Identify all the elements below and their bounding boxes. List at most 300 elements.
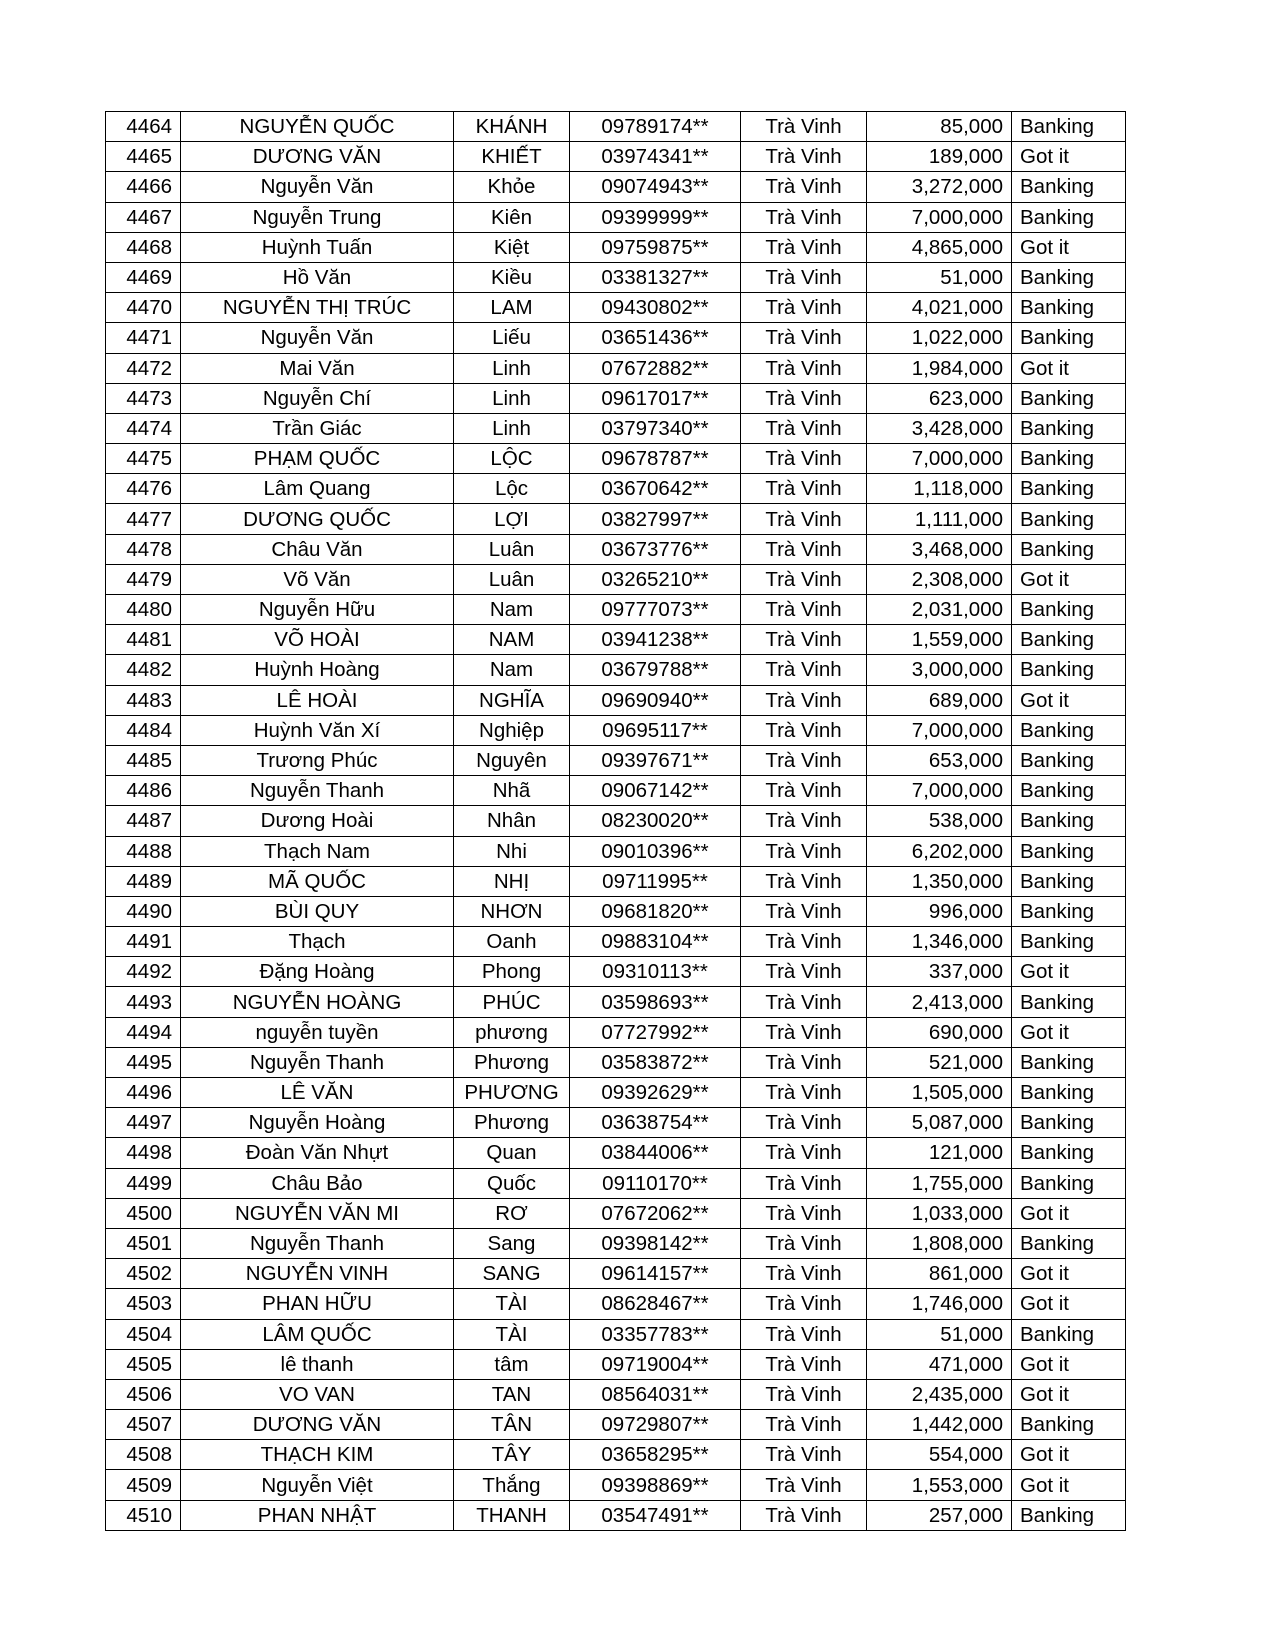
surname-cell: LÂM QUỐC: [181, 1319, 454, 1349]
surname-cell: LÊ HOÀI: [181, 685, 454, 715]
payment-method-cell: Banking: [1012, 413, 1126, 443]
table-row: [106, 353, 1126, 383]
given-name-cell: Luân: [454, 564, 570, 594]
amount-cell: 1,118,000: [867, 474, 1012, 504]
province-cell: Trà Vinh: [741, 715, 867, 745]
province-cell: Trà Vinh: [741, 836, 867, 866]
surname-cell: Huỳnh Hoàng: [181, 655, 454, 685]
amount-cell: 690,000: [867, 1017, 1012, 1047]
payment-method-cell: Got it: [1012, 1289, 1126, 1319]
amount-cell: 1,505,000: [867, 1078, 1012, 1108]
amount-cell: 5,087,000: [867, 1108, 1012, 1138]
province-cell: Trà Vinh: [741, 202, 867, 232]
province-cell: Trà Vinh: [741, 504, 867, 534]
province-cell: Trà Vinh: [741, 293, 867, 323]
phone-cell: 09690940**: [570, 685, 741, 715]
given-name-cell: SANG: [454, 1259, 570, 1289]
surname-cell: Nguyễn Thanh: [181, 1228, 454, 1258]
province-cell: Trà Vinh: [741, 172, 867, 202]
given-name-cell: Thắng: [454, 1470, 570, 1500]
province-cell: Trà Vinh: [741, 896, 867, 926]
row-number: 4494: [106, 1017, 181, 1047]
row-number: 4503: [106, 1289, 181, 1319]
table-row: [106, 1047, 1126, 1077]
amount-cell: 2,435,000: [867, 1379, 1012, 1409]
surname-cell: THẠCH KIM: [181, 1440, 454, 1470]
phone-cell: 07672062**: [570, 1198, 741, 1228]
row-number: 4489: [106, 866, 181, 896]
amount-cell: 3,000,000: [867, 655, 1012, 685]
payment-method-cell: Got it: [1012, 685, 1126, 715]
province-cell: Trà Vinh: [741, 1198, 867, 1228]
surname-cell: Võ Văn: [181, 564, 454, 594]
phone-cell: 03974341**: [570, 142, 741, 172]
amount-cell: 471,000: [867, 1349, 1012, 1379]
surname-cell: Nguyễn Hoàng: [181, 1108, 454, 1138]
table-row: [106, 776, 1126, 806]
phone-cell: 09789174**: [570, 112, 741, 142]
table-row: [106, 625, 1126, 655]
table-row: [106, 1289, 1126, 1319]
phone-cell: 09759875**: [570, 232, 741, 262]
row-number: 4506: [106, 1379, 181, 1409]
table-row: [106, 202, 1126, 232]
phone-cell: 03381327**: [570, 262, 741, 292]
province-cell: Trà Vinh: [741, 323, 867, 353]
given-name-cell: Khỏe: [454, 172, 570, 202]
province-cell: Trà Vinh: [741, 1168, 867, 1198]
surname-cell: Nguyễn Văn: [181, 172, 454, 202]
given-name-cell: TÀI: [454, 1319, 570, 1349]
amount-cell: 2,413,000: [867, 987, 1012, 1017]
phone-cell: 09398142**: [570, 1228, 741, 1258]
province-cell: Trà Vinh: [741, 655, 867, 685]
payment-method-cell: Banking: [1012, 836, 1126, 866]
province-cell: Trà Vinh: [741, 685, 867, 715]
phone-cell: 09074943**: [570, 172, 741, 202]
row-number: 4470: [106, 293, 181, 323]
province-cell: Trà Vinh: [741, 1259, 867, 1289]
table-row: [106, 655, 1126, 685]
given-name-cell: Kiều: [454, 262, 570, 292]
payment-method-cell: Banking: [1012, 625, 1126, 655]
amount-cell: 85,000: [867, 112, 1012, 142]
table-row: [106, 1410, 1126, 1440]
province-cell: Trà Vinh: [741, 987, 867, 1017]
row-number: 4478: [106, 534, 181, 564]
amount-cell: 538,000: [867, 806, 1012, 836]
row-number: 4476: [106, 474, 181, 504]
province-cell: Trà Vinh: [741, 927, 867, 957]
row-number: 4484: [106, 715, 181, 745]
amount-cell: 6,202,000: [867, 836, 1012, 866]
table-row: [106, 745, 1126, 775]
province-cell: Trà Vinh: [741, 1470, 867, 1500]
payment-method-cell: Got it: [1012, 1198, 1126, 1228]
row-number: 4508: [106, 1440, 181, 1470]
surname-cell: Châu Văn: [181, 534, 454, 564]
payment-method-cell: Got it: [1012, 142, 1126, 172]
province-cell: Trà Vinh: [741, 957, 867, 987]
row-number: 4471: [106, 323, 181, 353]
given-name-cell: NHỊ: [454, 866, 570, 896]
payment-method-cell: Banking: [1012, 504, 1126, 534]
province-cell: Trà Vinh: [741, 474, 867, 504]
table-row: [106, 504, 1126, 534]
amount-cell: 1,984,000: [867, 353, 1012, 383]
table-row: [106, 1228, 1126, 1258]
surname-cell: Nguyễn Thanh: [181, 776, 454, 806]
payment-method-cell: Banking: [1012, 1500, 1126, 1530]
phone-cell: 09617017**: [570, 383, 741, 413]
given-name-cell: Kiên: [454, 202, 570, 232]
surname-cell: Nguyễn Hữu: [181, 595, 454, 625]
surname-cell: Nguyễn Việt: [181, 1470, 454, 1500]
phone-cell: 03673776**: [570, 534, 741, 564]
table-row: [106, 1500, 1126, 1530]
phone-cell: 09010396**: [570, 836, 741, 866]
surname-cell: MÃ QUỐC: [181, 866, 454, 896]
given-name-cell: Quốc: [454, 1168, 570, 1198]
table-row: [106, 444, 1126, 474]
table-row: [106, 1349, 1126, 1379]
table-row: [106, 685, 1126, 715]
given-name-cell: KHÁNH: [454, 112, 570, 142]
given-name-cell: RƠ: [454, 1198, 570, 1228]
surname-cell: DƯƠNG VĂN: [181, 142, 454, 172]
table-row: [106, 1379, 1126, 1409]
amount-cell: 1,553,000: [867, 1470, 1012, 1500]
phone-cell: 03827997**: [570, 504, 741, 534]
phone-cell: 09777073**: [570, 595, 741, 625]
phone-cell: 09711995**: [570, 866, 741, 896]
amount-cell: 1,022,000: [867, 323, 1012, 353]
payment-method-cell: Got it: [1012, 957, 1126, 987]
amount-cell: 4,021,000: [867, 293, 1012, 323]
table-row: [106, 474, 1126, 504]
table-row: [106, 1017, 1126, 1047]
amount-cell: 51,000: [867, 262, 1012, 292]
table-row: [106, 293, 1126, 323]
given-name-cell: Nhã: [454, 776, 570, 806]
amount-cell: 257,000: [867, 1500, 1012, 1530]
phone-cell: 09397671**: [570, 745, 741, 775]
row-number: 4479: [106, 564, 181, 594]
surname-cell: PHAN NHẬT: [181, 1500, 454, 1530]
surname-cell: Đặng Hoàng: [181, 957, 454, 987]
table-row: [106, 927, 1126, 957]
phone-cell: 09398869**: [570, 1470, 741, 1500]
table-row: [106, 987, 1126, 1017]
phone-cell: 09678787**: [570, 444, 741, 474]
surname-cell: NGUYỄN VĂN MI: [181, 1198, 454, 1228]
province-cell: Trà Vinh: [741, 564, 867, 594]
surname-cell: NGUYỄN THỊ TRÚC: [181, 293, 454, 323]
given-name-cell: Lộc: [454, 474, 570, 504]
given-name-cell: NAM: [454, 625, 570, 655]
row-number: 4464: [106, 112, 181, 142]
given-name-cell: TAN: [454, 1379, 570, 1409]
payment-method-cell: Banking: [1012, 776, 1126, 806]
amount-cell: 1,755,000: [867, 1168, 1012, 1198]
payment-method-cell: Banking: [1012, 1078, 1126, 1108]
province-cell: Trà Vinh: [741, 1078, 867, 1108]
payment-method-cell: Got it: [1012, 232, 1126, 262]
table-row: [106, 836, 1126, 866]
payment-method-cell: Banking: [1012, 1138, 1126, 1168]
given-name-cell: Linh: [454, 353, 570, 383]
phone-cell: 08564031**: [570, 1379, 741, 1409]
given-name-cell: Sang: [454, 1228, 570, 1258]
phone-cell: 08230020**: [570, 806, 741, 836]
amount-cell: 51,000: [867, 1319, 1012, 1349]
row-number: 4480: [106, 595, 181, 625]
payment-method-cell: Banking: [1012, 1168, 1126, 1198]
province-cell: Trà Vinh: [741, 1017, 867, 1047]
table-row: [106, 383, 1126, 413]
amount-cell: 3,468,000: [867, 534, 1012, 564]
payment-method-cell: Banking: [1012, 927, 1126, 957]
surname-cell: Mai Văn: [181, 353, 454, 383]
amount-cell: 1,111,000: [867, 504, 1012, 534]
amount-cell: 7,000,000: [867, 202, 1012, 232]
surname-cell: Trương Phúc: [181, 745, 454, 775]
recipient-table: [105, 111, 1126, 1531]
amount-cell: 189,000: [867, 142, 1012, 172]
amount-cell: 2,031,000: [867, 595, 1012, 625]
table-row: [106, 323, 1126, 353]
row-number: 4488: [106, 836, 181, 866]
phone-cell: 09110170**: [570, 1168, 741, 1198]
province-cell: Trà Vinh: [741, 444, 867, 474]
given-name-cell: Quan: [454, 1138, 570, 1168]
phone-cell: 03651436**: [570, 323, 741, 353]
payment-method-cell: Got it: [1012, 1349, 1126, 1379]
table-row: [106, 1168, 1126, 1198]
row-number: 4500: [106, 1198, 181, 1228]
amount-cell: 2,308,000: [867, 564, 1012, 594]
given-name-cell: Luân: [454, 534, 570, 564]
table-row: [106, 1259, 1126, 1289]
row-number: 4499: [106, 1168, 181, 1198]
given-name-cell: TÀI: [454, 1289, 570, 1319]
phone-cell: 03638754**: [570, 1108, 741, 1138]
surname-cell: Trần Giác: [181, 413, 454, 443]
given-name-cell: Phương: [454, 1108, 570, 1138]
payment-method-cell: Banking: [1012, 1228, 1126, 1258]
phone-cell: 03357783**: [570, 1319, 741, 1349]
given-name-cell: Liếu: [454, 323, 570, 353]
province-cell: Trà Vinh: [741, 1379, 867, 1409]
province-cell: Trà Vinh: [741, 1319, 867, 1349]
row-number: 4466: [106, 172, 181, 202]
table-row: [106, 172, 1126, 202]
surname-cell: NGUYỄN QUỐC: [181, 112, 454, 142]
payment-method-cell: Banking: [1012, 987, 1126, 1017]
amount-cell: 653,000: [867, 745, 1012, 775]
amount-cell: 1,559,000: [867, 625, 1012, 655]
table-row: [106, 1440, 1126, 1470]
payment-method-cell: Banking: [1012, 323, 1126, 353]
amount-cell: 1,350,000: [867, 866, 1012, 896]
province-cell: Trà Vinh: [741, 866, 867, 896]
phone-cell: 03598693**: [570, 987, 741, 1017]
amount-cell: 4,865,000: [867, 232, 1012, 262]
amount-cell: 1,442,000: [867, 1410, 1012, 1440]
phone-cell: 03797340**: [570, 413, 741, 443]
surname-cell: Nguyễn Văn: [181, 323, 454, 353]
row-number: 4502: [106, 1259, 181, 1289]
given-name-cell: Nam: [454, 655, 570, 685]
amount-cell: 3,428,000: [867, 413, 1012, 443]
amount-cell: 7,000,000: [867, 776, 1012, 806]
province-cell: Trà Vinh: [741, 413, 867, 443]
row-number: 4495: [106, 1047, 181, 1077]
amount-cell: 623,000: [867, 383, 1012, 413]
phone-cell: 07672882**: [570, 353, 741, 383]
row-number: 4473: [106, 383, 181, 413]
given-name-cell: LỢI: [454, 504, 570, 534]
table-row: [106, 262, 1126, 292]
row-number: 4491: [106, 927, 181, 957]
given-name-cell: Kiệt: [454, 232, 570, 262]
table-row: [106, 595, 1126, 625]
phone-cell: 09310113**: [570, 957, 741, 987]
payment-method-cell: Banking: [1012, 293, 1126, 323]
given-name-cell: Linh: [454, 383, 570, 413]
table-row: [106, 1198, 1126, 1228]
surname-cell: Dương Hoài: [181, 806, 454, 836]
province-cell: Trà Vinh: [741, 806, 867, 836]
given-name-cell: TÂY: [454, 1440, 570, 1470]
surname-cell: Hồ Văn: [181, 262, 454, 292]
province-cell: Trà Vinh: [741, 625, 867, 655]
province-cell: Trà Vinh: [741, 262, 867, 292]
surname-cell: Châu Bảo: [181, 1168, 454, 1198]
given-name-cell: Nam: [454, 595, 570, 625]
row-number: 4472: [106, 353, 181, 383]
amount-cell: 1,746,000: [867, 1289, 1012, 1319]
province-cell: Trà Vinh: [741, 1500, 867, 1530]
row-number: 4468: [106, 232, 181, 262]
given-name-cell: Linh: [454, 413, 570, 443]
province-cell: Trà Vinh: [741, 1289, 867, 1319]
payment-method-cell: Banking: [1012, 866, 1126, 896]
table-row: [106, 142, 1126, 172]
province-cell: Trà Vinh: [741, 112, 867, 142]
phone-cell: 09430802**: [570, 293, 741, 323]
row-number: 4507: [106, 1410, 181, 1440]
phone-cell: 03547491**: [570, 1500, 741, 1530]
payment-method-cell: Banking: [1012, 745, 1126, 775]
surname-cell: Lâm Quang: [181, 474, 454, 504]
amount-cell: 689,000: [867, 685, 1012, 715]
row-number: 4465: [106, 142, 181, 172]
given-name-cell: PHƯƠNG: [454, 1078, 570, 1108]
amount-cell: 1,808,000: [867, 1228, 1012, 1258]
payment-method-cell: Banking: [1012, 474, 1126, 504]
surname-cell: NGUYỄN HOÀNG: [181, 987, 454, 1017]
table-row: [106, 1108, 1126, 1138]
given-name-cell: Nhân: [454, 806, 570, 836]
surname-cell: VO VAN: [181, 1379, 454, 1409]
phone-cell: 03941238**: [570, 625, 741, 655]
province-cell: Trà Vinh: [741, 1440, 867, 1470]
row-number: 4498: [106, 1138, 181, 1168]
phone-cell: 07727992**: [570, 1017, 741, 1047]
surname-cell: Thạch: [181, 927, 454, 957]
phone-cell: 09399999**: [570, 202, 741, 232]
surname-cell: LÊ VĂN: [181, 1078, 454, 1108]
surname-cell: Thạch Nam: [181, 836, 454, 866]
row-number: 4504: [106, 1319, 181, 1349]
given-name-cell: NHƠN: [454, 896, 570, 926]
payment-method-cell: Got it: [1012, 564, 1126, 594]
row-number: 4474: [106, 413, 181, 443]
row-number: 4492: [106, 957, 181, 987]
row-number: 4481: [106, 625, 181, 655]
table-row: [106, 1078, 1126, 1108]
amount-cell: 7,000,000: [867, 715, 1012, 745]
row-number: 4493: [106, 987, 181, 1017]
table-row: [106, 806, 1126, 836]
payment-method-cell: Banking: [1012, 202, 1126, 232]
payment-method-cell: Banking: [1012, 896, 1126, 926]
row-number: 4467: [106, 202, 181, 232]
given-name-cell: PHÚC: [454, 987, 570, 1017]
row-number: 4486: [106, 776, 181, 806]
row-number: 4483: [106, 685, 181, 715]
surname-cell: DƯƠNG VĂN: [181, 1410, 454, 1440]
given-name-cell: phương: [454, 1017, 570, 1047]
phone-cell: 03583872**: [570, 1047, 741, 1077]
row-number: 4509: [106, 1470, 181, 1500]
payment-method-cell: Banking: [1012, 1410, 1126, 1440]
table-row: [106, 413, 1126, 443]
given-name-cell: Phương: [454, 1047, 570, 1077]
phone-cell: 03679788**: [570, 655, 741, 685]
phone-cell: 03265210**: [570, 564, 741, 594]
payment-method-cell: Got it: [1012, 1259, 1126, 1289]
amount-cell: 3,272,000: [867, 172, 1012, 202]
table-row: [106, 112, 1126, 142]
surname-cell: Nguyễn Chí: [181, 383, 454, 413]
row-number: 4510: [106, 1500, 181, 1530]
given-name-cell: NGHĨA: [454, 685, 570, 715]
amount-cell: 7,000,000: [867, 444, 1012, 474]
payment-method-cell: Banking: [1012, 1319, 1126, 1349]
given-name-cell: LỘC: [454, 444, 570, 474]
table-row: [106, 1138, 1126, 1168]
payment-method-cell: Banking: [1012, 534, 1126, 564]
payment-method-cell: Got it: [1012, 1470, 1126, 1500]
row-number: 4496: [106, 1078, 181, 1108]
province-cell: Trà Vinh: [741, 1410, 867, 1440]
province-cell: Trà Vinh: [741, 142, 867, 172]
province-cell: Trà Vinh: [741, 232, 867, 262]
row-number: 4475: [106, 444, 181, 474]
given-name-cell: Nguyên: [454, 745, 570, 775]
province-cell: Trà Vinh: [741, 1108, 867, 1138]
table-row: [106, 564, 1126, 594]
given-name-cell: THANH: [454, 1500, 570, 1530]
table-row: [106, 715, 1126, 745]
surname-cell: VÕ HOÀI: [181, 625, 454, 655]
given-name-cell: Oanh: [454, 927, 570, 957]
province-cell: Trà Vinh: [741, 353, 867, 383]
province-cell: Trà Vinh: [741, 745, 867, 775]
payment-method-cell: Banking: [1012, 655, 1126, 685]
